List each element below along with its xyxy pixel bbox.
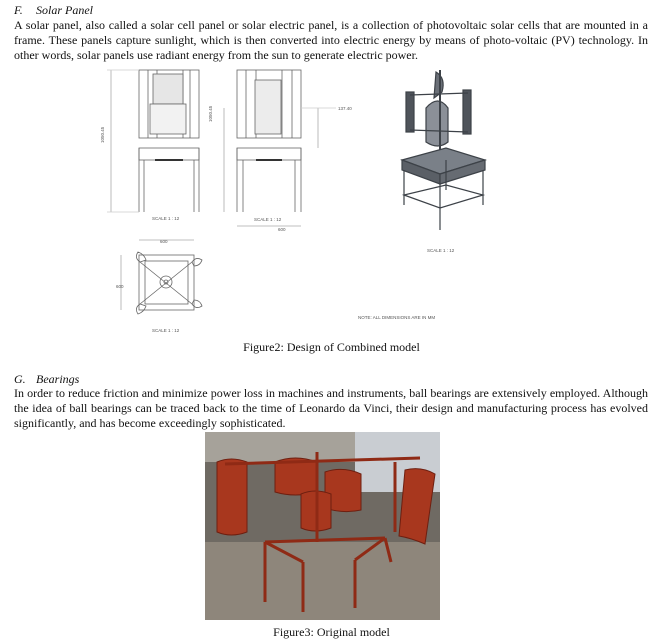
section-f-title: Solar Panel xyxy=(36,3,93,17)
section-g-title: Bearings xyxy=(36,372,80,386)
section-g-body: In order to reduce friction and minimize power loss in machines and instruments, ball bearings are extensively employed. Although the idea of ball bearings can be traced back to the time of Leonardo da Vinci, their design and manufacturing process has evolved significantly, and has become exceedingly sophisticated. xyxy=(14,386,648,430)
side-view xyxy=(224,70,336,226)
section-f-body: A solar panel, also called a solar cell panel or solar electric panel, is a collection of photovoltaic solar cells that are mounted in a frame. These panels capture sunlight, which is then converted into electric energy by means of photo-voltaic (PV) technology. In other words, solar panels use radiant energy from the sun to generate electric power. xyxy=(14,18,648,62)
figure3-photo xyxy=(205,432,440,620)
figure2-caption: Figure2: Design of Combined model xyxy=(243,340,420,354)
dim-height-front: 1050.45 xyxy=(100,126,105,143)
figure3-caption: Figure3: Original model xyxy=(273,625,390,639)
scale-label-iso: SCALE 1 : 12 xyxy=(427,248,455,253)
front-view xyxy=(107,70,199,212)
scale-label-side: SCALE 1 : 12 xyxy=(254,217,282,222)
dim-offset: 137.40 xyxy=(338,106,352,111)
dim-height-side: 1050.45 xyxy=(208,105,213,122)
dimension-note: NOTE: ALL DIMENSIONS ARE IN MM xyxy=(358,315,436,320)
dim-width-side: 600 xyxy=(278,227,286,232)
section-f-label: F. xyxy=(14,3,23,17)
scale-label-top: SCALE 1 : 12 xyxy=(152,328,180,333)
section-g-heading xyxy=(14,372,79,386)
scale-label-front: SCALE 1 : 12 xyxy=(152,216,180,221)
section-g-label: G. xyxy=(14,372,26,386)
isometric-view xyxy=(402,70,485,230)
dim-width-top: 600 xyxy=(160,239,168,244)
dim-depth-top: 600 xyxy=(116,284,124,289)
top-view xyxy=(121,240,202,314)
